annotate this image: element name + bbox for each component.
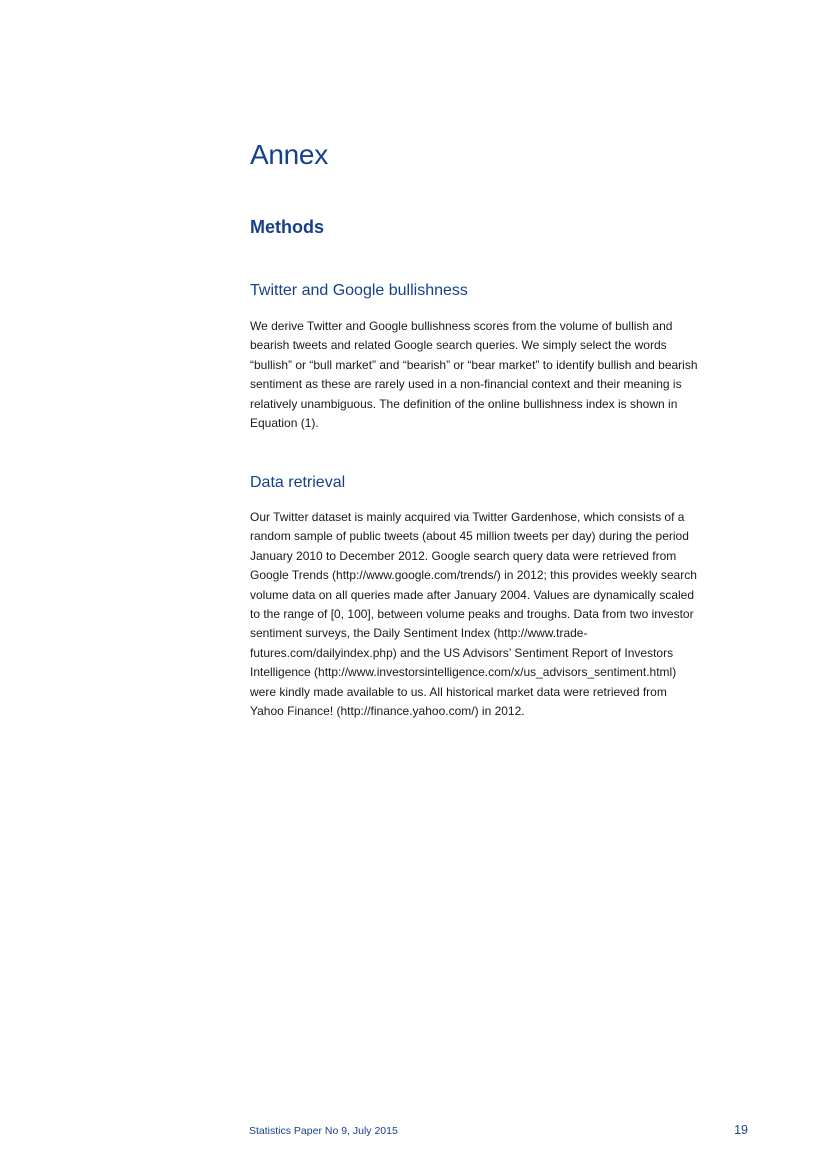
paragraph-line: sentiment surveys, the Daily Sentiment Index (http://www.trade- bbox=[250, 626, 588, 641]
annex-heading: Annex bbox=[250, 139, 328, 170]
data-retrieval-paragraph bbox=[250, 508, 750, 721]
paragraph-line: “bullish” or “bull market” and “bearish” or “bear market” to identify bullish and bearish bbox=[250, 357, 698, 372]
data-retrieval-heading: Data retrieval bbox=[250, 474, 346, 491]
paragraph-line: Equation (1). bbox=[250, 416, 319, 431]
paragraph-line: futures.com/dailyindex.php) and the US Advisors’ Sentiment Report of Investors bbox=[250, 645, 674, 660]
paragraph-line: random sample of public tweets (about 45 million tweets per day) during the period bbox=[250, 529, 689, 544]
twitter-google-bullishness-heading: Twitter and Google bullishness bbox=[250, 282, 468, 299]
paragraph-line: volume data on all queries made after January 2004. Values are dynamically scaled bbox=[250, 587, 695, 602]
paragraph-line: relatively unambiguous. The definition of the online bullishness index is shown in bbox=[250, 396, 678, 411]
footer-page-number: 19 bbox=[734, 1123, 748, 1137]
methods-heading: Methods bbox=[250, 217, 324, 237]
paragraph-line: were kindly made available to us. All historical market data were retrieved from bbox=[250, 684, 667, 699]
paragraph-line: sentiment as these are rarely used in a non-financial context and their meaning is bbox=[250, 377, 682, 392]
paragraph-line: Google Trends (http://www.google.com/trends/) in 2012; this provides weekly search bbox=[250, 568, 697, 583]
twitter-google-bullishness-paragraph bbox=[250, 317, 750, 433]
paragraph-line: Yahoo Finance! (http://finance.yahoo.com/) in 2012. bbox=[250, 704, 525, 719]
paragraph-line: January 2010 to December 2012. Google search query data were retrieved from bbox=[250, 548, 677, 563]
paragraph-line: bearish tweets and related Google search queries. We simply select the words bbox=[250, 338, 667, 353]
paragraph-line: Intelligence (http://www.investorsintelligence.com/x/us_advisors_sentiment.html) bbox=[250, 665, 677, 680]
paragraph-line: Our Twitter dataset is mainly acquired via Twitter Gardenhose, which consists of a bbox=[250, 510, 685, 524]
paragraph-line: to the range of [0, 100], between volume peaks and troughs. Data from two investor bbox=[250, 607, 694, 622]
footer-publication: Statistics Paper No 9, July 2015 bbox=[249, 1125, 398, 1137]
paragraph-line: We derive Twitter and Google bullishness scores from the volume of bullish and bbox=[250, 319, 673, 333]
